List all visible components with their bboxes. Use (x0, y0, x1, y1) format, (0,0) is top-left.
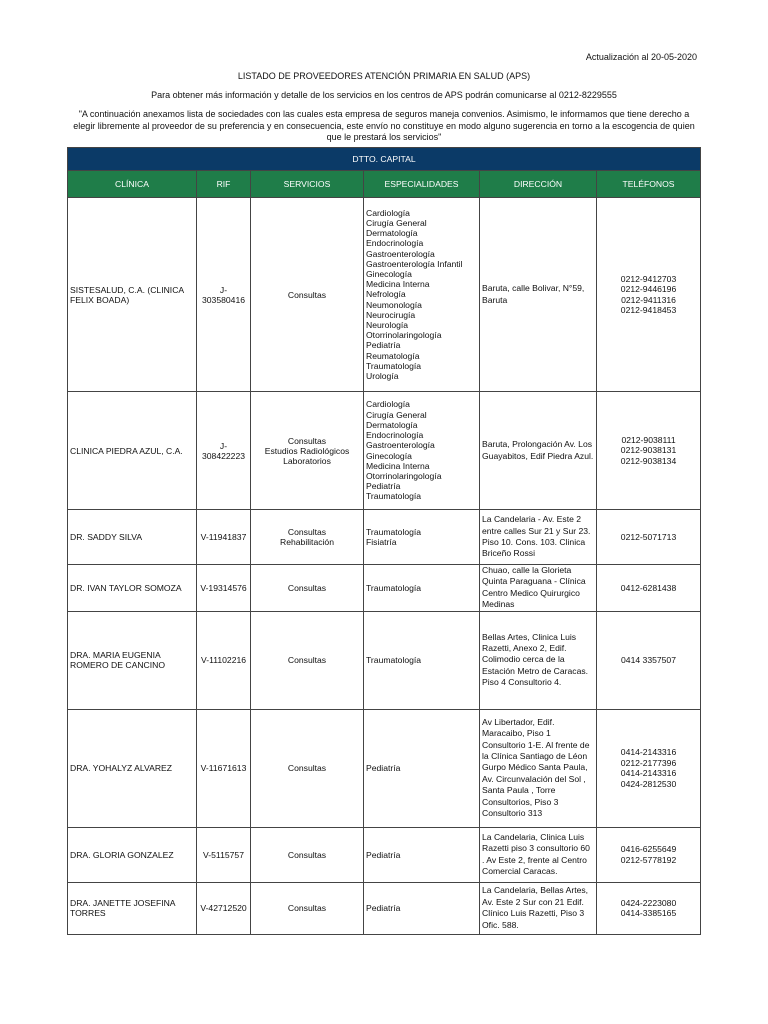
cell-direccion: Chuao, calle la Glorieta Quinta Paraguana - Clínica Centro Medico Quirurgico Medinas (480, 565, 597, 612)
column-header-telefonos: TELÉFONOS (597, 171, 701, 198)
table-body (68, 198, 701, 935)
update-date: Actualización al 20-05-2020 (585, 52, 697, 62)
column-header-rif: RIF (197, 171, 251, 198)
cell-especialidades (364, 827, 480, 882)
table-row (68, 565, 701, 612)
cell-servicios-line: Consultas (287, 527, 327, 537)
cell-especialidades-line: Medicina Interna (366, 279, 430, 290)
cell-rif: J-303580416 (197, 198, 251, 392)
cell-telefonos-line: 0416-6255649 (620, 844, 677, 855)
cell-telefonos-line: 0212-5778192 (620, 854, 677, 865)
cell-especialidades-line: Gastroenterología Infantil (366, 258, 463, 269)
cell-servicios-line: Consultas (287, 849, 327, 860)
cell-servicios-line: Consultas (287, 655, 327, 666)
cell-servicios (251, 392, 364, 510)
column-header-direccion: DIRECCIÓN (480, 171, 597, 198)
cell-especialidades-line: Traumatología (366, 582, 422, 593)
cell-telefonos-line: 0424-2812530 (620, 778, 677, 789)
cell-especialidades-line: Gastroenterología (366, 440, 435, 451)
cell-especialidades-line: Reumatología (366, 350, 420, 361)
cell-rif: V-19314576 (197, 565, 251, 612)
cell-rif: V-11941837 (197, 510, 251, 565)
cell-telefonos-line: 0414-2143316 (620, 768, 677, 779)
cell-servicios (251, 198, 364, 392)
cell-especialidades-line: Endocrinología (366, 430, 424, 441)
cell-telefonos-line: 0212-9411316 (621, 294, 676, 305)
column-header-especialidades: ESPECIALIDADES (364, 171, 480, 198)
cell-especialidades-line: Fisiatría (366, 537, 397, 547)
cell-servicios (251, 510, 364, 565)
cell-direccion: Baruta, calle Bolivar, N°59, Baruta (480, 198, 597, 392)
district-row (68, 148, 701, 171)
cell-telefonos (597, 565, 701, 612)
cell-telefonos (597, 392, 701, 510)
cell-rif: J-308422223 (197, 392, 251, 510)
cell-clinica: DRA. GLORIA GONZALEZ (68, 827, 197, 882)
cell-especialidades-line: Gastroenterología (366, 248, 435, 259)
cell-especialidades-line: Pediatría (366, 763, 401, 774)
table-row (68, 392, 701, 510)
cell-especialidades (364, 510, 480, 565)
cell-especialidades (364, 565, 480, 612)
cell-especialidades (364, 882, 480, 934)
cell-especialidades-line: Ginecología (366, 450, 412, 461)
cell-rif: V-5115757 (197, 827, 251, 882)
document-title: LISTADO DE PROVEEDORES ATENCIÓN PRIMARIA EN SALUD (APS) (237, 71, 531, 81)
providers-table (67, 147, 701, 935)
cell-clinica: CLINICA PIEDRA AZUL, C.A. (68, 392, 197, 510)
cell-rif: V-42712520 (197, 882, 251, 934)
cell-clinica: DR. IVAN TAYLOR SOMOZA (68, 565, 197, 612)
cell-clinica: DRA. MARIA EUGENIA ROMERO DE CANCINO (68, 611, 197, 709)
cell-servicios-line: Consultas (287, 903, 327, 914)
cell-servicios (251, 611, 364, 709)
cell-direccion: Baruta, Prolongación Av. Los Guayabitos, Edif Piedra Azul. (480, 392, 597, 510)
cell-rif: V-11102216 (197, 611, 251, 709)
cell-telefonos-line: 0212-9038131 (620, 445, 677, 456)
cell-especialidades-line: Neurología (366, 320, 409, 330)
cell-telefonos (597, 611, 701, 709)
cell-telefonos-line: 0212-9038111 (621, 434, 676, 445)
table-row (68, 198, 701, 392)
cell-direccion: La Candelaria, Clinica Luis Razetti piso 3 consultorio 60 . Av Este 2, frente al Centro Comercial Caracas. (480, 827, 597, 882)
cell-telefonos (597, 198, 701, 392)
cell-servicios-line: Consultas (287, 763, 327, 774)
cell-clinica: DRA. YOHALYZ ALVAREZ (68, 709, 197, 827)
cell-direccion: Bellas Artes, Clinica Luis Razetti, Anexo 2, Edif. Colimodio cerca de la Estación Metro de Caracas. Piso 4 Consultorio 4. (480, 611, 597, 709)
cell-telefonos-line: 0212-5071713 (620, 531, 677, 542)
cell-telefonos-line: 0414-2143316 (620, 747, 677, 758)
cell-servicios (251, 709, 364, 827)
cell-servicios (251, 827, 364, 882)
cell-especialidades-line: Traumatología (366, 491, 422, 502)
cell-especialidades-line: Neurocirugía (366, 309, 416, 320)
cell-telefonos-line: 0212-9412703 (620, 273, 677, 284)
cell-especialidades-line: Pediatría (366, 849, 401, 860)
cell-telefonos (597, 827, 701, 882)
cell-especialidades-line: Ginecología (366, 268, 412, 279)
cell-servicios-line: Estudios Radiológicos (264, 445, 350, 456)
cell-especialidades-line: Neumonología (366, 299, 422, 310)
cell-servicios-line: Consultas (287, 582, 327, 593)
cell-direccion: La Candelaria - Av. Este 2 entre calles Sur 21 y Sur 23. Piso 10. Cons. 103. Clinica Briceño Rossi (480, 510, 597, 565)
cell-especialidades (364, 709, 480, 827)
table-row (68, 611, 701, 709)
cell-especialidades-line: Traumatología (366, 360, 422, 371)
cell-telefonos (597, 882, 701, 934)
cell-especialidades-line: Nefrología (366, 289, 406, 300)
cell-telefonos-line: 0424-2223080 (620, 897, 677, 908)
cell-especialidades-line: Pediatría (366, 340, 401, 351)
cell-servicios-line: Consultas (287, 289, 327, 300)
column-header-clinica: CLÍNICA (68, 171, 197, 198)
cell-telefonos (597, 709, 701, 827)
cell-telefonos-line: 0412-6281438 (620, 582, 677, 593)
cell-especialidades-line: Cardiología (366, 399, 410, 410)
cell-clinica: DRA. JANETTE JOSEFINA TORRES (68, 882, 197, 934)
cell-servicios-line: Consultas (287, 435, 327, 446)
cell-especialidades (364, 392, 480, 510)
cell-servicios-line: Laboratorios (283, 455, 331, 466)
cell-especialidades-line: Dermatología (366, 228, 418, 239)
cell-especialidades-line: Otorrinolaringología (366, 470, 442, 481)
document-subtitle: Para obtener más información y detalle de los servicios en los centros de APS podrán comunicarse al 0212-8229555 (151, 90, 617, 100)
cell-especialidades-line: Traumatología (366, 526, 422, 537)
cell-especialidades-line: Cardiología (366, 207, 410, 218)
district-label: DTTO. CAPITAL (68, 148, 701, 171)
cell-telefonos-line: 0212-9418453 (620, 305, 677, 315)
cell-telefonos-line: 0212-2177396 (620, 757, 677, 768)
cell-clinica: DR. SADDY SILVA (68, 510, 197, 565)
cell-telefonos-line: 0212-9446196 (620, 284, 677, 294)
cell-especialidades (364, 198, 480, 392)
table-row (68, 510, 701, 565)
cell-especialidades-line: Cirugía General (366, 217, 427, 228)
cell-servicios-line: Rehabilitación (280, 537, 334, 547)
cell-especialidades-line: Pediatría (366, 903, 401, 914)
column-header-servicios: SERVICIOS (251, 171, 364, 198)
table-row (68, 827, 701, 882)
cell-telefonos-line: 0212-9038134 (620, 455, 677, 466)
cell-especialidades (364, 611, 480, 709)
table-row (68, 709, 701, 827)
cell-especialidades-line: Traumatología (366, 655, 422, 666)
cell-direccion: Av Libertador, Edif. Maracaibo, Piso 1 Consultorio 1-E. Al frente de la Clínica Santiago de Léon Gurpo Médico Santa Paula, Av. Circunvalación del Sol , Santa Paula , Torre Consultorios, Piso 3 Consultorio 313 (480, 709, 597, 827)
cell-especialidades-line: Otorrinolaringología (366, 330, 442, 341)
cell-especialidades-line: Medicina Interna (366, 460, 430, 471)
cell-telefonos (597, 510, 701, 565)
cell-clinica: SISTESALUD, C.A. (CLINICA FELIX BOADA) (68, 198, 197, 392)
intro-paragraph: "A continuación anexamos lista de sociedades con las cuales esta empresa de seguros maneja convenios. Asimismo, le informamos que tiene derecho a elegir libremente al proveedor de su preferencia y en consecuencia, este envío no constituye en modo alguno sugerencia en torno a la escogencia de quien que le prestará los servicios" (73, 109, 695, 142)
cell-telefonos-line: 0414 3357507 (621, 654, 676, 665)
cell-especialidades-line: Endocrinología (366, 238, 424, 249)
cell-especialidades-line: Dermatología (366, 419, 418, 430)
cell-especialidades-line: Urología (366, 371, 399, 382)
cell-servicios (251, 565, 364, 612)
cell-telefonos-line: 0414-3385165 (620, 908, 677, 919)
cell-direccion: La Candelaria, Bellas Artes, Av. Este 2 Sur con 21 Edif. Clínico Luis Razetti, Piso 3 Ofic. 588. (480, 882, 597, 934)
cell-especialidades-line: Pediatría (366, 481, 401, 492)
cell-servicios (251, 882, 364, 934)
table-row (68, 882, 701, 934)
header-row (68, 171, 701, 198)
cell-rif: V-11671613 (197, 709, 251, 827)
cell-especialidades-line: Cirugía General (366, 409, 427, 420)
